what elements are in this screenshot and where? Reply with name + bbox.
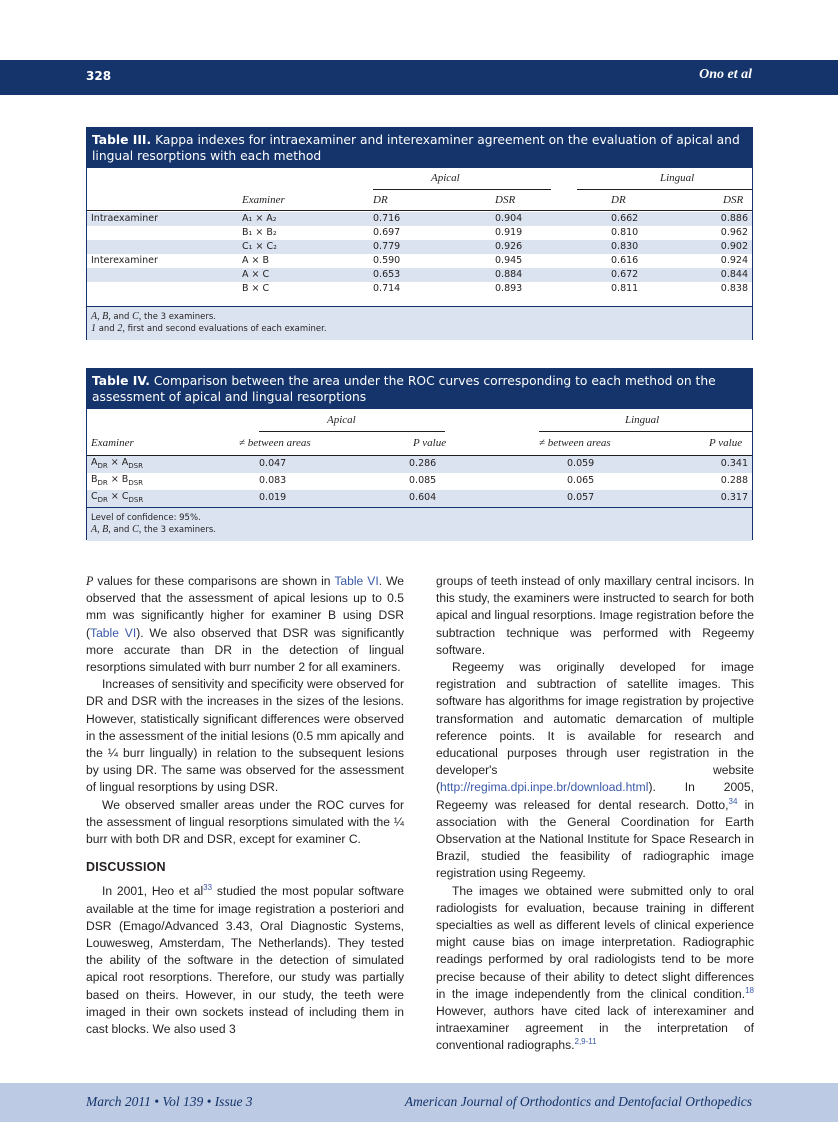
examiner-subscript: DSR	[128, 478, 144, 487]
table-iii-lingual-dsr-header: DSR	[723, 194, 744, 206]
table-iv	[86, 368, 753, 540]
running-footer	[0, 1083, 838, 1122]
footnote-italic: 2,	[117, 323, 125, 334]
italic-text: P	[86, 574, 94, 588]
examiner-subscript: DR	[97, 495, 108, 504]
table-iv-lingual-header: Lingual	[625, 414, 660, 426]
footnote-text: first and second evaluations of each examiner.	[127, 324, 327, 334]
examiner-cell: A × C	[242, 268, 373, 282]
apical-dr-cell: 0.779	[373, 240, 495, 254]
table-iv-footnote-2	[91, 524, 747, 536]
paragraph: groups of teeth instead of only maxillary central incisors. In this study, the examiners were instructed to search for both apical and lingual resorptions. Image registration before the subtraction technique was performed with Regeemy software.	[436, 574, 754, 657]
table-row	[87, 226, 752, 240]
lingual-p-cell: 0.341	[687, 456, 752, 473]
footnote-italic: C,	[132, 524, 142, 535]
footnote-text: and	[113, 525, 130, 535]
text: . We observed that the assessment of apical lesions up to 0.5 mm was significantly higher for examiner B using DSR (	[86, 574, 404, 640]
paragraph	[436, 659, 754, 883]
table-iv-label: Table IV.	[92, 374, 150, 388]
table-iii-body	[87, 168, 752, 306]
table-row	[87, 490, 752, 507]
text: In 2001, Heo et al	[102, 884, 204, 899]
apical-diff-cell: 0.019	[259, 490, 409, 507]
table-iii-label: Table III.	[92, 133, 152, 147]
table-vi-link[interactable]: Table VI	[90, 625, 137, 640]
lingual-dr-cell: 0.616	[611, 255, 639, 266]
examiner-letter: × A	[107, 457, 129, 468]
apical-dsr-cell: 0.904	[495, 212, 611, 226]
apical-p-cell: 0.286	[409, 456, 567, 473]
examiner-cell: A₁ × A₂	[242, 212, 373, 226]
footnote-text: the 3 examiners.	[144, 525, 216, 535]
table-iii-lingual-dr-header: DR	[611, 194, 626, 206]
table-iv-apical-p-header: P value	[413, 437, 447, 449]
examiner-letter: C	[91, 490, 98, 502]
lingual-dr-cell: 0.810	[611, 227, 639, 238]
table-iv-apical-header: Apical	[327, 414, 356, 426]
table-iv-apical-rule	[259, 431, 445, 432]
apical-diff-cell: 0.083	[259, 475, 287, 487]
table-iv-apical-diff-header: ≠ between areas	[239, 437, 311, 449]
examiner-cell: B × C	[242, 283, 270, 294]
examiner-cell: C₁ × C₂	[242, 240, 373, 254]
examiner-cell	[87, 490, 259, 507]
table-iii-header-rule	[87, 210, 752, 211]
examiner-letter: × C	[107, 490, 129, 502]
right-column	[436, 573, 754, 1055]
table-row	[87, 473, 752, 490]
table-row	[87, 212, 752, 226]
text: studied the most popular software available at the time for image registration a posteriori and DSR (Emago/Advanced 3.43, Oral Diagnostic Systems, Louwesweg, Amsterdam, The Netherlands). They tested the ability of the software in the detection of simulated apical root resorptions. Therefore, our study was partially based on theirs. However, in our study, the teeth were imaged in their own sockets instead of including them in cast blocks. We also used 3	[86, 884, 404, 1037]
citation-link[interactable]: 18	[745, 985, 754, 995]
text: However, authors have cited lack of interexaminer and intraexaminer agreement in the interpretation of conventional radiographs.	[436, 1004, 754, 1053]
apical-dsr-cell: 0.945	[495, 255, 523, 266]
lingual-diff-cell: 0.057	[567, 490, 687, 507]
examiner-letter: × B	[107, 473, 129, 485]
apical-p-cell: 0.604	[409, 490, 567, 507]
examiner-cell	[87, 456, 259, 473]
table-iii-apical-rule	[373, 189, 551, 190]
table-iv-footnotes	[87, 507, 752, 541]
paragraph	[86, 883, 404, 1038]
table-iii-caption-text: Kappa indexes for intraexaminer and interexaminer agreement on the evaluation of apical and lingual resorptions with each method	[92, 133, 740, 163]
table-iv-data	[87, 456, 752, 507]
examiner-subscript: DSR	[128, 461, 143, 470]
apical-dsr-cell: 0.893	[495, 283, 523, 294]
issue-info: March 2011 • Vol 139 • Issue 3	[86, 1094, 253, 1109]
page-number: 328	[86, 69, 112, 83]
table-row	[87, 268, 752, 282]
paragraph: Increases of sensitivity and specificity were observed for DR and DSR with the increases in the sizes of the lesions. However, statistically significant differences were observed in the assessment of the initial lesions (0.5 mm apically and the ¼ burr lingually) in relation to the subsequent lesions by using DR. The same was observed for the assessment of lingual resorptions by using DSR.	[86, 677, 404, 795]
examiner-subscript: DR	[97, 478, 108, 487]
footnote-text: and	[113, 312, 130, 322]
apical-dr-cell: 0.716	[373, 212, 495, 226]
lingual-dr-cell: 0.662	[611, 212, 676, 226]
citation-link[interactable]: 33	[203, 883, 213, 893]
lingual-dsr-cell: 0.924	[720, 255, 748, 266]
examiner-subscript: DR	[97, 461, 108, 470]
footnote-italic: 1	[91, 323, 96, 334]
table-iii-lingual-rule	[577, 189, 752, 190]
group-cell	[87, 240, 242, 254]
apical-dr-cell: 0.714	[373, 283, 401, 294]
footnote-text: the 3 examiners.	[144, 312, 216, 322]
section-heading-discussion: DISCUSSION	[86, 860, 166, 875]
lingual-dsr-cell: 0.886	[676, 212, 752, 226]
apical-dr-cell: 0.590	[373, 255, 401, 266]
table-iv-examiner-header: Examiner	[91, 437, 134, 449]
examiner-cell	[87, 473, 259, 490]
table-iii-footnote-1	[91, 311, 747, 323]
table-vi-link[interactable]: Table VI	[334, 574, 379, 588]
lingual-dr-cell: 0.830	[611, 240, 676, 254]
journal-name: American Journal of Orthodontics and Dentofacial Orthopedics	[404, 1094, 752, 1109]
left-column	[86, 573, 404, 1038]
apical-dr-cell: 0.653	[373, 268, 495, 282]
table-iv-lingual-p-header: P value	[709, 437, 743, 449]
lingual-p-cell: 0.288	[720, 475, 748, 487]
lingual-dsr-cell: 0.962	[720, 227, 748, 238]
table-iii	[86, 127, 753, 340]
table-row	[87, 456, 752, 473]
apical-diff-cell: 0.047	[259, 456, 409, 473]
footnote-text: and	[98, 324, 115, 334]
examiner-subscript: DSR	[128, 495, 144, 504]
examiner-letter: A	[91, 457, 98, 468]
table-row	[87, 254, 752, 268]
examiner-cell: A × B	[242, 255, 270, 266]
table-row	[87, 240, 752, 254]
text: ). In 2005, Regeemy was released for dental research. Dotto,	[436, 780, 754, 812]
table-iii-examiner-header: Examiner	[242, 194, 285, 206]
table-iv-lingual-rule	[539, 431, 752, 432]
citation-link[interactable]: 2,9-11	[574, 1037, 597, 1047]
text: in association with the General Coordination for Earth Observation at the National Institute for Space Research in Brazil, studied the feasibility of radiographic image registration using Regeemy.	[436, 797, 755, 881]
apical-dsr-cell: 0.919	[495, 227, 523, 238]
lingual-dsr-cell: 0.844	[676, 268, 752, 282]
running-author: Ono et al	[699, 67, 752, 82]
table-iv-footnote-1: Level of confidence: 95%.	[91, 513, 201, 523]
footnote-italic: C,	[132, 311, 142, 322]
lingual-dsr-cell: 0.902	[676, 240, 752, 254]
paragraph: We observed smaller areas under the ROC curves for the assessment of lingual resorptions simulated with the ¼ burr with both DR and DSR, except for examiner C.	[86, 797, 404, 847]
examiner-cell: B₁ × B₂	[242, 227, 277, 238]
group-cell	[87, 282, 242, 296]
footnote-italic: A, B,	[91, 524, 111, 535]
table-iii-apical-dr-header: DR	[373, 194, 388, 206]
apical-dsr-cell: 0.926	[495, 240, 611, 254]
table-iii-data	[87, 212, 752, 296]
lingual-dsr-cell: 0.838	[720, 283, 748, 294]
lingual-p-cell: 0.317	[687, 490, 752, 507]
lingual-dr-cell: 0.811	[611, 283, 639, 294]
apical-p-cell: 0.085	[409, 475, 437, 487]
table-iii-footnotes	[87, 306, 752, 340]
table-row	[87, 282, 752, 296]
table-iv-body	[87, 409, 752, 507]
footnote-italic: A, B,	[91, 311, 111, 322]
group-cell	[87, 268, 242, 282]
running-header	[0, 60, 838, 95]
text: Regeemy was originally developed for image registration and subtraction of satellite images. This software has algorithms for image registration by projective transformation and automatic demarcation of multiple reference points. It is available for research and educational purposes through user registration in the developer's website (	[436, 660, 754, 795]
table-iii-caption	[87, 128, 752, 168]
paragraph	[436, 883, 754, 1055]
group-cell	[87, 226, 242, 240]
group-cell: Intraexaminer	[87, 212, 242, 226]
table-iii-apical-dsr-header: DSR	[495, 194, 516, 206]
examiner-letter: B	[91, 473, 98, 485]
lingual-diff-cell: 0.059	[567, 456, 687, 473]
apical-dr-cell: 0.697	[373, 227, 401, 238]
table-iv-lingual-diff-header: ≠ between areas	[539, 437, 611, 449]
text: values for these comparisons are shown in	[93, 574, 335, 588]
table-iii-lingual-header: Lingual	[660, 172, 695, 184]
table-iii-footnote-2	[91, 323, 747, 335]
citation-link[interactable]: 34	[728, 796, 738, 806]
group-cell: Interexaminer	[91, 255, 158, 266]
table-iii-apical-header: Apical	[431, 172, 460, 184]
text: ). We also observed that DSR was significantly more accurate than DR in the detection of lingual resorptions simulated with burr number 2 for all examiners.	[86, 625, 404, 675]
text: The images we obtained were submitted only to oral radiologists for evaluation, because training in different specialties as well as different levels of clinical experience might cause bias on image interpretation. Radiographic readings performed by oral radiologists tend to be more precise because of their ability to detect slight differences in the image independently from the clinical condition.	[436, 883, 754, 1001]
apical-dsr-cell: 0.884	[495, 268, 611, 282]
lingual-dr-cell: 0.672	[611, 268, 676, 282]
table-iv-caption-text: Comparison between the area under the ROC curves corresponding to each method on the assessment of apical and lingual resorptions	[92, 374, 716, 404]
download-url-link[interactable]: http://regima.dpi.inpe.br/download.html	[440, 780, 649, 795]
paragraph	[86, 573, 404, 676]
table-iv-caption	[87, 369, 752, 409]
lingual-diff-cell: 0.065	[567, 475, 595, 487]
